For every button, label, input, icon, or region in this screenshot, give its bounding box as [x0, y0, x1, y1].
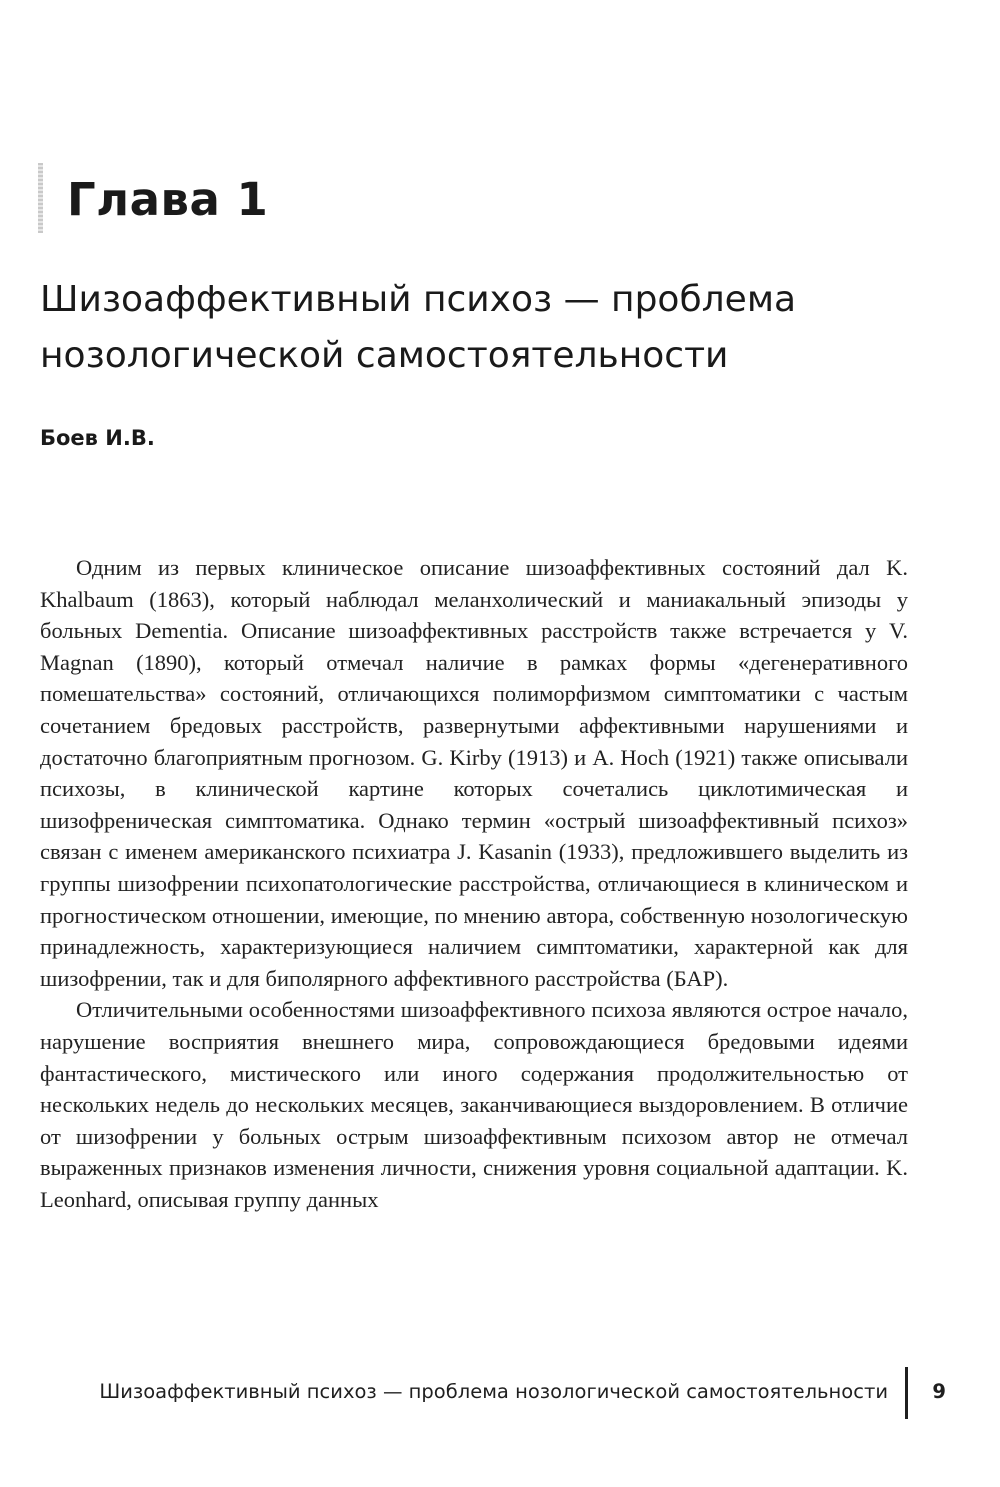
author-name: Боев И.В.	[40, 426, 155, 450]
footer-running-title: Шизоаффективный психоз — проблема нозологической самостоятельности	[99, 1380, 888, 1403]
body-text	[40, 552, 908, 1215]
footer-divider	[905, 1367, 908, 1419]
paragraph: Отличительными особенностями шизоаффективного психоза являются острое начало, нарушение восприятия внешнего мира, сопровождающиеся бредовыми идеями фантастического, мистического или иного содержания продолжительностью от нескольких недель до нескольких месяцев, заканчивающиеся выздоровлением. В отличие от шизофрении у больных острым шизоаффективным психозом автор не отмечал выраженных признаков изменения личности, снижения уровня социальной адаптации. K. Leonhard, описывая группу данных	[40, 997, 908, 1212]
chapter-title-line: Шизоаффективный психоз — проблема	[40, 279, 797, 320]
paragraph: Одним из первых клиническое описание шизоаффективных состояний дал K. Khalbaum (1863), который наблюдал меланхолический и маниакальный эпизоды у больных Dementia. Описание шизоаффективных расстройств также встречается у V. Magnan (1890), который отмечал наличие в рамках формы «дегенеративного помешательства» состояний, отличающихся полиморфизмом симптоматики с частым сочетанием бредовых расстройств, развернутыми аффективными нарушениями и достаточно благоприятным прогнозом. G. Kirby (1913) и A. Hoch (1921) также описывали психозы, в клинической картине которых сочетались циклотимическая и шизофреническая симптоматика. Однако термин «острый шизоаффективный психоз» связан с именем американского психиатра J. Kasanin (1933), предложившего выделить из группы шизофрении психопатологические расстройства, отличающиеся в клиническом и прогностическом отношении, имеющие, по мнению автора, собственную нозологическую принадлежность, характеризующиеся наличием симптоматики, характерной как для шизофрении, так и для биполярного аффективного расстройства (БАР).	[40, 555, 908, 991]
chapter-title-line: нозологической самостоятельности	[40, 335, 729, 376]
chapter-title	[40, 272, 940, 384]
page-number: 9	[932, 1380, 946, 1403]
running-footer	[40, 1367, 980, 1419]
chapter-marker-bar	[38, 163, 43, 233]
chapter-label: Глава 1	[67, 173, 269, 226]
